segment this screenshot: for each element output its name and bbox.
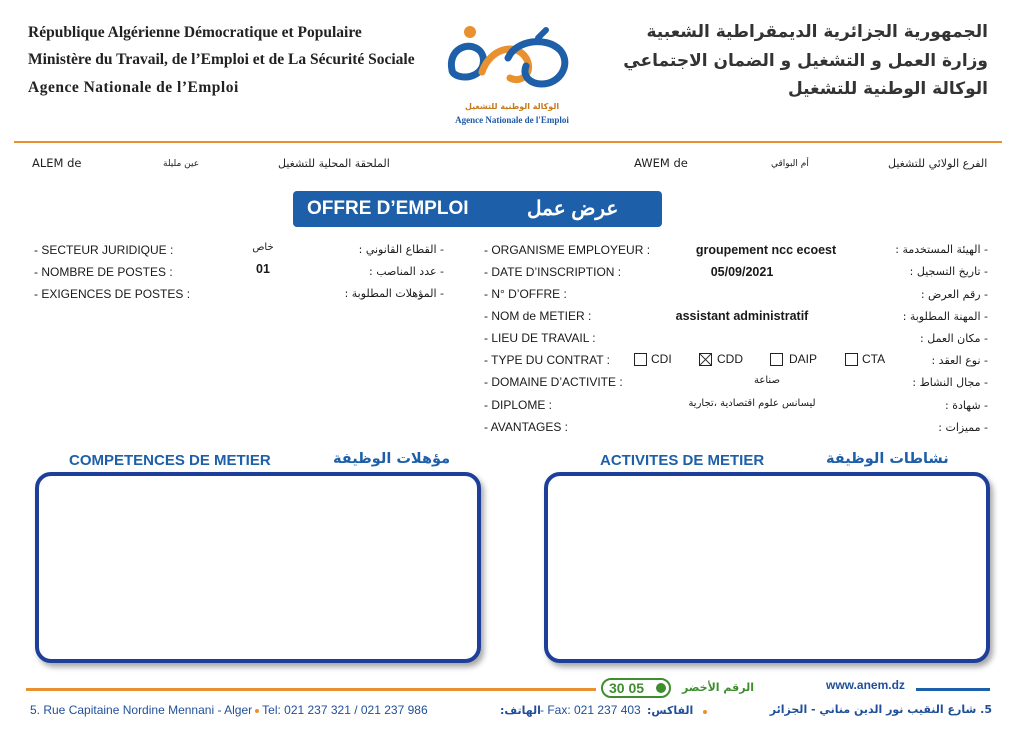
logo-caption-fr: Agence Nationale de l'Emploi	[455, 115, 569, 125]
right-field-value: ليسانس علوم اقتصادية ،تجارية	[688, 398, 816, 409]
awem-ar-label: الفرع الولائي للتشغيل	[888, 157, 988, 170]
footer-rule-orange	[26, 688, 596, 691]
contract-cdd-checkbox[interactable]	[699, 353, 712, 366]
right-field-value: 05/09/2021	[710, 265, 774, 279]
phone-icon	[656, 683, 666, 693]
right-field-value: صناعة	[754, 375, 780, 386]
left-field-label: - SECTEUR JURIDIQUE :	[34, 243, 174, 257]
contract-daip-checkbox[interactable]	[770, 353, 783, 366]
left-field-label-ar: - القطاع القانوني :	[358, 243, 444, 256]
right-field-label-ar: - تاريخ التسجيل :	[909, 265, 988, 278]
left-field-label-ar: - عدد المناصب :	[369, 265, 444, 278]
header-ar-line1: الجمهورية الجزائرية الديمقراطية الشعبية	[646, 22, 988, 42]
right-field-label: - ORGANISME EMPLOYEUR :	[484, 243, 651, 257]
right-field-label: - DOMAINE D’ACTIVITE :	[484, 375, 623, 389]
awem-label: AWEM de	[634, 156, 688, 170]
separator-dot	[255, 709, 259, 713]
activites-title-ar: نشاطات الوظيفة	[826, 451, 949, 467]
competences-title-ar: مؤهلات الوظيفة	[333, 451, 451, 467]
anem-logo-mark	[442, 18, 582, 104]
contract-cdi-checkbox[interactable]	[634, 353, 647, 366]
left-field-value: 01	[256, 262, 270, 276]
header-fr-line1: République Algérienne Démocratique et Populaire	[28, 24, 362, 41]
competences-box[interactable]	[35, 472, 481, 663]
contract-daip-label: DAIP	[789, 352, 818, 366]
right-field-label: - N° D’OFFRE :	[484, 287, 567, 301]
contract-cta-label: CTA	[862, 352, 886, 366]
offer-title-ar: عرض عمل	[527, 198, 619, 220]
header-fr-line3: Agence Nationale de l’Emploi	[28, 79, 239, 96]
header-ar-line2: وزارة العمل و التشغيل و الضمان الاجتماعي	[623, 51, 988, 71]
right-field-label: - DIPLOME :	[484, 398, 553, 412]
activites-box[interactable]	[544, 472, 990, 663]
right-field-label-ar: - مكان العمل :	[920, 332, 988, 345]
left-field-value: خاص	[252, 242, 274, 253]
header-divider	[14, 141, 1002, 143]
fax-fr: - Fax: 021 237 403	[540, 703, 641, 717]
competences-title: COMPETENCES DE METIER	[69, 452, 271, 469]
right-field-label: - DATE D’INSCRIPTION :	[484, 265, 622, 279]
activites-title: ACTIVITES DE METIER	[600, 452, 765, 469]
left-field-label-ar: - المؤهلات المطلوبة :	[344, 287, 444, 300]
anem-logo	[442, 18, 582, 130]
contract-cta-checkbox[interactable]	[845, 353, 858, 366]
alem-ar-label: الملحقة المحلية للتشغيل	[278, 157, 390, 170]
green-number-label: الرقم الأخضر	[682, 681, 754, 694]
right-field-value: groupement ncc ecoest	[695, 243, 837, 257]
left-field-label: - EXIGENCES DE POSTES :	[34, 287, 191, 301]
right-field-label-ar: - شهادة :	[945, 399, 988, 412]
address-ar: 5. شارع النقيب نور الدين مناني - الجزائر	[769, 703, 992, 716]
left-field-label: - NOMBRE DE POSTES :	[34, 265, 173, 279]
footer-address-line	[30, 703, 428, 717]
website-link[interactable]: www.anem.dz	[826, 678, 905, 692]
green-number: 30 05	[609, 680, 645, 696]
right-field-label: - AVANTAGES :	[484, 420, 569, 434]
offer-title-fr: OFFRE D’EMPLOI	[307, 198, 469, 219]
address-fr: 5. Rue Capitaine Nordine Mennani - Alger	[30, 703, 253, 717]
right-field-label-ar: - المهنة المطلوبة :	[902, 310, 988, 323]
header-fr-line2: Ministère du Travail, de l’Emploi et de La Sécurité Sociale	[28, 51, 415, 68]
separator-dot	[703, 710, 707, 714]
logo-caption-ar: الوكالة الوطنية للتشغيل	[464, 102, 560, 111]
fax-ar-label: الفاكس:	[647, 704, 694, 717]
right-field-label: - TYPE DU CONTRAT :	[484, 353, 611, 367]
footer-rule-blue	[916, 688, 990, 691]
header-ar-line3: الوكالة الوطنية للتشغيل	[787, 79, 988, 99]
alem-label: ALEM de	[32, 156, 82, 170]
offer-title-banner	[293, 191, 662, 227]
right-field-label-ar: - رقم العرض :	[920, 288, 988, 301]
right-field-value: assistant administratif	[675, 309, 809, 323]
phone-ar-label: الهاتف:	[500, 704, 541, 717]
phones-fr: Tel: 021 237 321 / 021 237 986	[262, 703, 428, 717]
green-number-badge	[601, 678, 671, 698]
alem-value: عين مليلة	[163, 159, 200, 169]
right-field-label-ar: - مميزات :	[938, 421, 988, 434]
contract-cdd-label: CDD	[717, 352, 743, 366]
awem-value: أم البواقي	[771, 159, 809, 169]
right-field-label-ar: - الهيئة المستخدمة :	[895, 243, 988, 256]
right-field-label: - LIEU DE TRAVAIL :	[484, 331, 596, 345]
right-field-label-ar: - مجال النشاط :	[912, 376, 988, 389]
right-field-label: - NOM de METIER :	[484, 309, 592, 323]
right-field-label-ar: - نوع العقد :	[931, 354, 988, 367]
contract-cdi-label: CDI	[651, 352, 672, 366]
